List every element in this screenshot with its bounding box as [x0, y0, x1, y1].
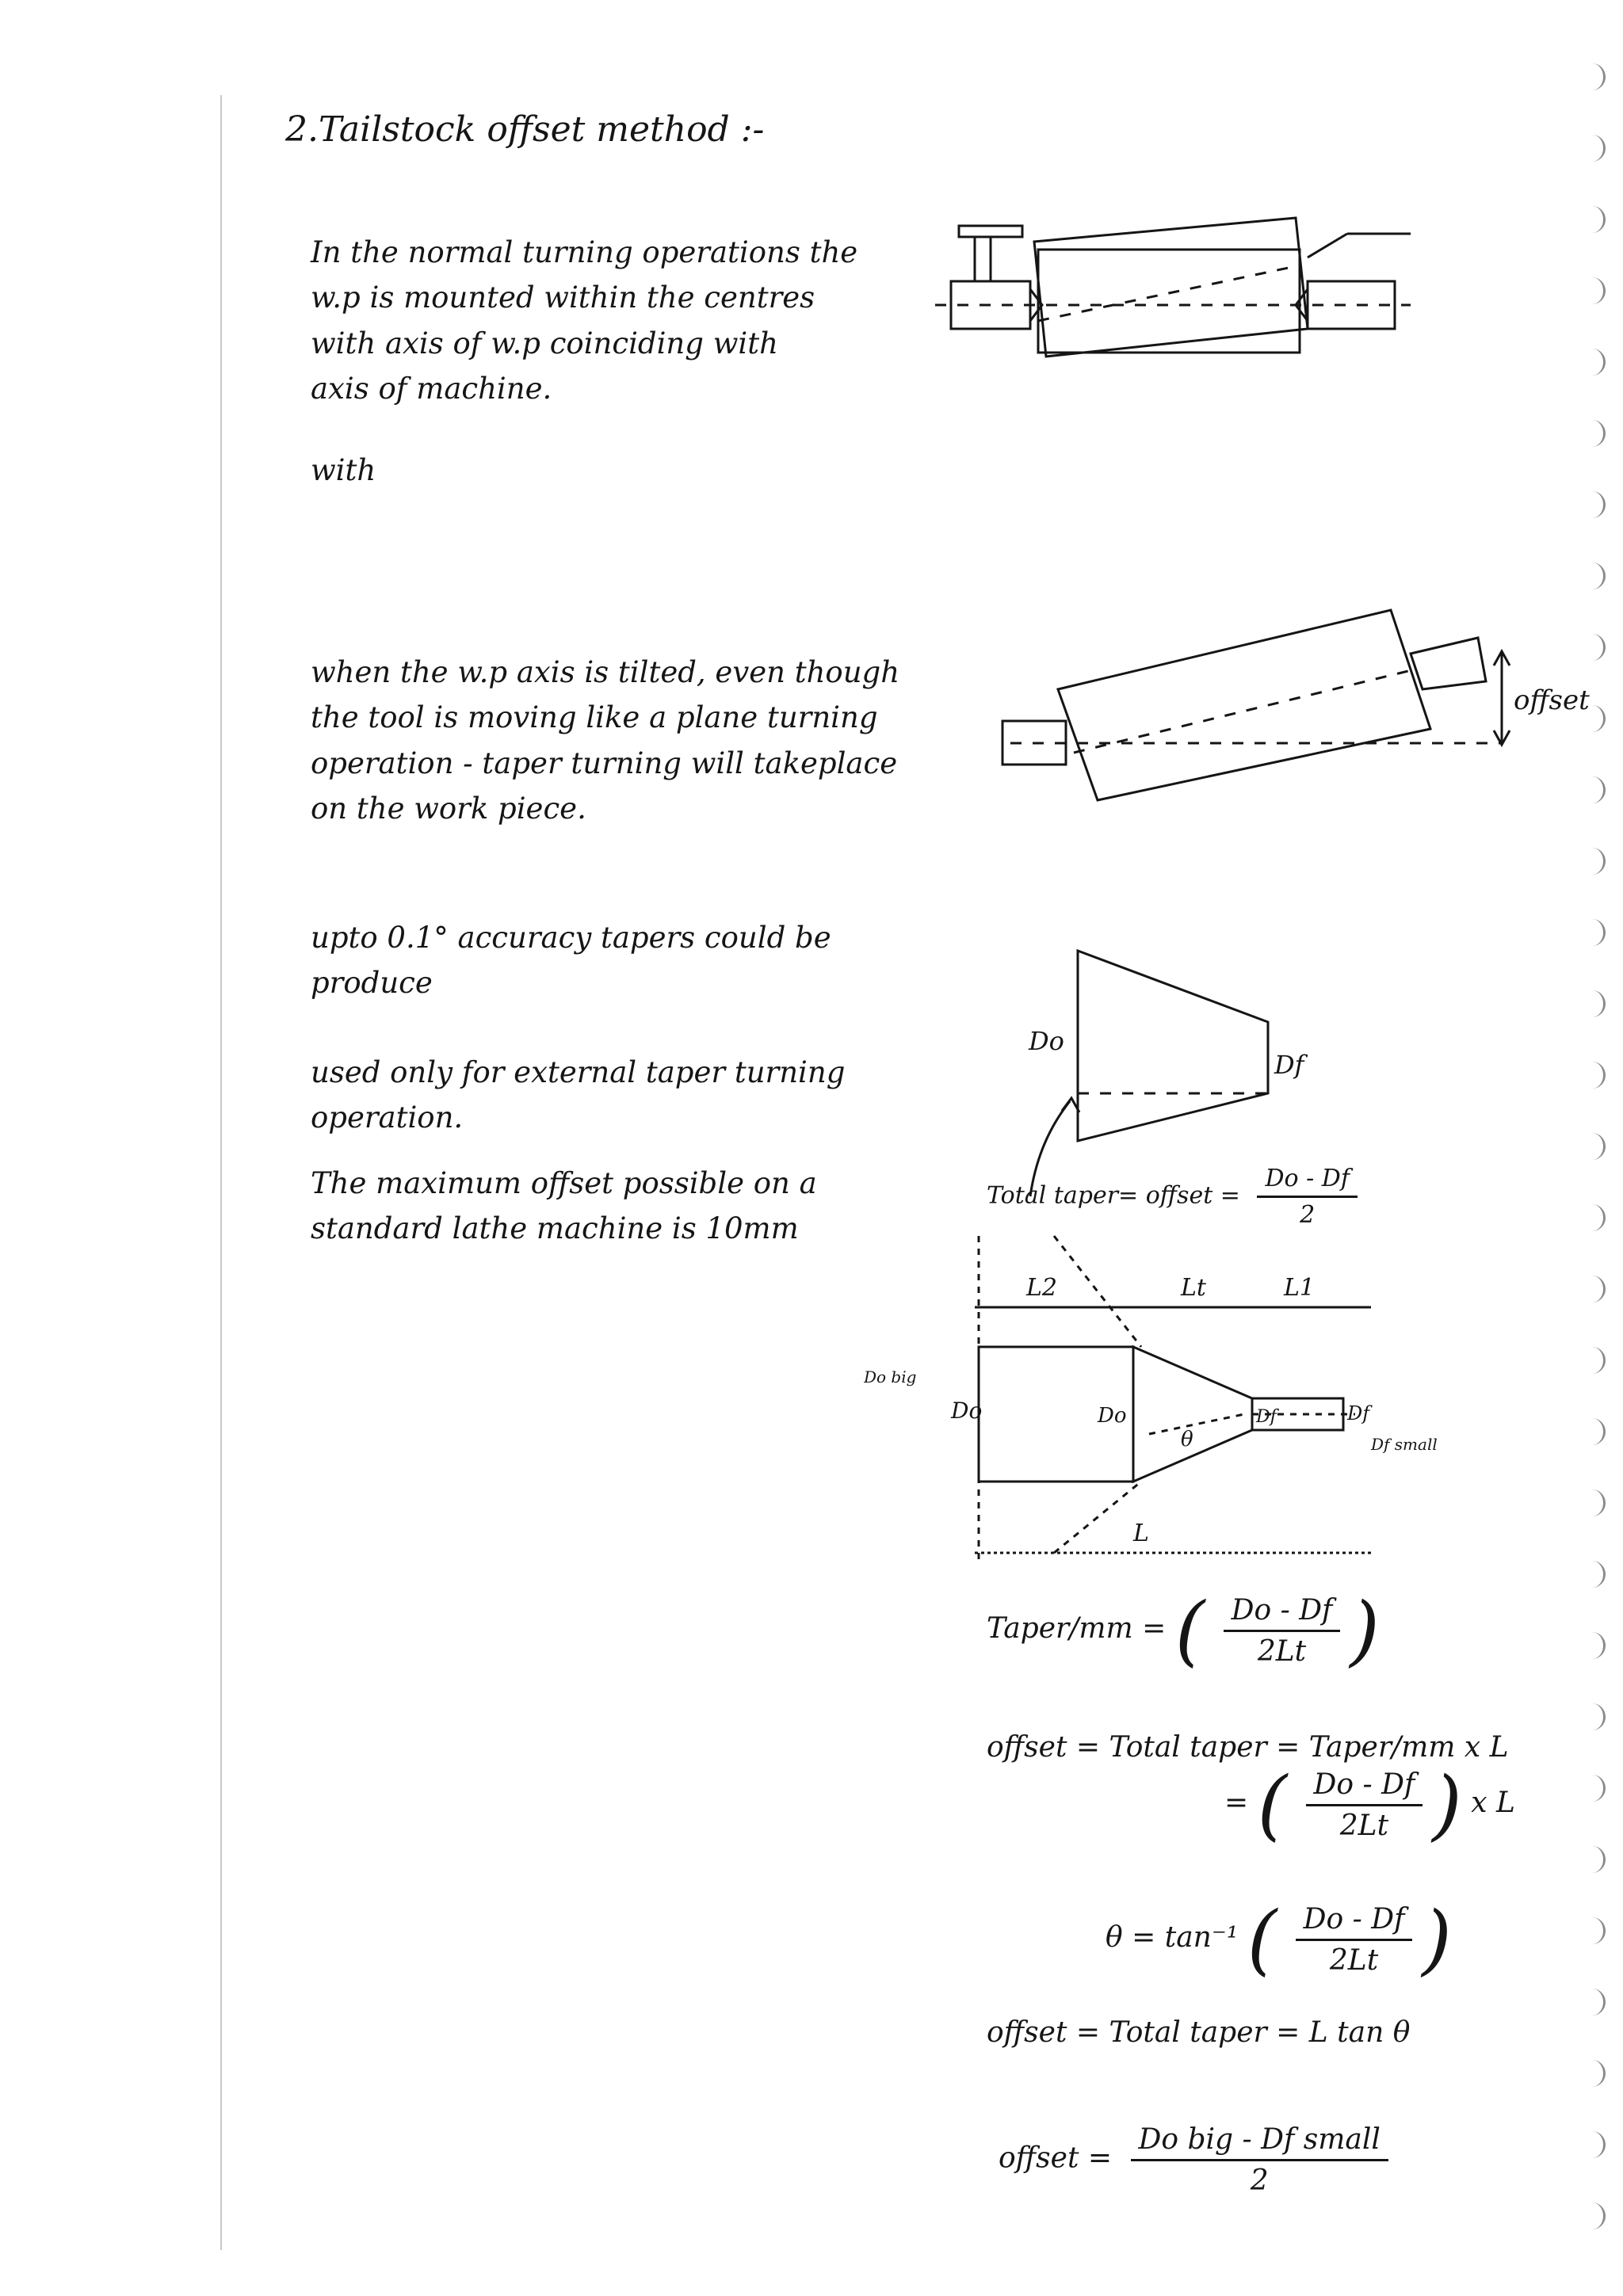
do-left-label: Do [951, 1398, 983, 1424]
theta-label: θ [1181, 1428, 1193, 1451]
text-line: standard lathe machine is 10mm [311, 1211, 799, 1246]
do-step-label: Do [1098, 1404, 1127, 1428]
taper-section [1133, 1347, 1252, 1482]
paragraph-normal-turning [311, 230, 929, 411]
df-label: Df [1274, 1050, 1304, 1080]
margin-line [220, 95, 222, 2250]
df-small-label: Df small [1371, 1435, 1438, 1454]
offset-label: offset [1514, 685, 1590, 716]
offset-tan-formula [987, 2016, 1410, 2049]
fraction [1306, 1768, 1423, 1842]
paragraph-tilted-axis [311, 650, 929, 831]
paragraph-with [311, 448, 929, 493]
paragraph-external-only [311, 1050, 929, 1141]
fraction-denominator: 2 [1250, 2164, 1269, 2197]
do-label: Do [1029, 1026, 1064, 1056]
formula-lhs: θ = tan⁻¹ [1106, 1921, 1239, 1954]
formula-text: offset = Total taper = L tan θ [987, 2016, 1411, 2049]
tilted-workpiece [1058, 610, 1430, 800]
fraction-numerator: Do big - Df small [1131, 2123, 1388, 2161]
text-line: the tool is moving like a plane turning [311, 700, 878, 735]
text-line: In the normal turning operations the [311, 235, 858, 269]
formula-lhs: offset = [999, 2142, 1113, 2175]
fraction-denominator: 2Lt [1329, 1943, 1379, 1977]
text-line: operation. [311, 1100, 464, 1135]
tailstock-centre [1411, 638, 1486, 689]
l2-label: L2 [1026, 1274, 1058, 1302]
fraction-numerator: Do - Df [1257, 1165, 1357, 1198]
l1-label: L1 [1284, 1274, 1316, 1302]
text-line: with [311, 453, 376, 487]
lt-label: Lt [1181, 1274, 1206, 1302]
text-line: operation - taper turning will takeplace [311, 746, 898, 780]
text-line: w.p is mounted within the centres [311, 280, 815, 315]
offset-diameter-formula [999, 2123, 1398, 2197]
formula-lhs: Taper/mm [987, 1612, 1133, 1645]
fraction [1296, 1903, 1413, 1977]
l-label: L [1133, 1520, 1149, 1547]
spiral-binding [1560, 0, 1623, 2296]
theta-formula: θ = tan⁻¹ ( $\frac{Do - Df}{2Lt}$ ) [1106, 1895, 1452, 1984]
paragraph-accuracy [311, 915, 929, 1006]
text-line: on the work piece. [311, 791, 586, 826]
formula-text: offset = Total taper = Taper/mm x L [987, 1731, 1509, 1764]
fraction [1131, 2123, 1388, 2197]
do-big-label: Do big [864, 1367, 917, 1386]
taper-per-mm-formula: Taper/mm = ( $\frac{Do - Df}{2Lt}$ ) [987, 1586, 1380, 1675]
tilted-workpiece [1034, 218, 1308, 357]
diagram-stepped-taper [864, 1220, 1450, 1585]
text-line: used only for external taper turning [311, 1055, 846, 1089]
paragraph-max-offset [311, 1161, 929, 1252]
text-line: with axis of w.p coinciding with [311, 326, 778, 360]
df-step-label: Df [1256, 1407, 1277, 1427]
fraction-numerator: Do - Df [1306, 1768, 1423, 1806]
fraction-denominator: 2 [1300, 1201, 1316, 1229]
total-taper-formula: Total taper= offset = $\frac{Do - Df}{2}$ [987, 1165, 1367, 1229]
text-line: upto 0.1° accuracy tapers could be produce [311, 921, 831, 1001]
workpiece [1038, 250, 1300, 353]
formula-tail: x L [1471, 1787, 1515, 1819]
fraction-denominator: 2Lt [1257, 1634, 1307, 1668]
diagram-normal-turning [935, 202, 1426, 392]
offset-expanded-formula: = ( $\frac{Do - Df}{2Lt}$ ) x L [1224, 1760, 1515, 1849]
df-right-label: Df [1347, 1402, 1370, 1425]
text-line: when the w.p axis is tilted, even though [311, 655, 900, 689]
offset-taper-formula [987, 1731, 1509, 1764]
fraction-numerator: Do - Df [1224, 1594, 1341, 1632]
fraction-numerator: Do - Df [1296, 1903, 1413, 1941]
text-line: The maximum offset possible on a [311, 1166, 817, 1200]
taper-frustum [1078, 951, 1268, 1141]
text-line: axis of machine. [311, 372, 552, 406]
total-taper-lhs: Total taper= offset [987, 1181, 1213, 1210]
diagram-tilted-workpiece [995, 602, 1597, 808]
fraction-denominator: 2Lt [1339, 1809, 1389, 1842]
page-title: 2.Tailstock offset method :- [285, 109, 765, 150]
fraction [1257, 1165, 1357, 1229]
fraction [1224, 1594, 1341, 1668]
